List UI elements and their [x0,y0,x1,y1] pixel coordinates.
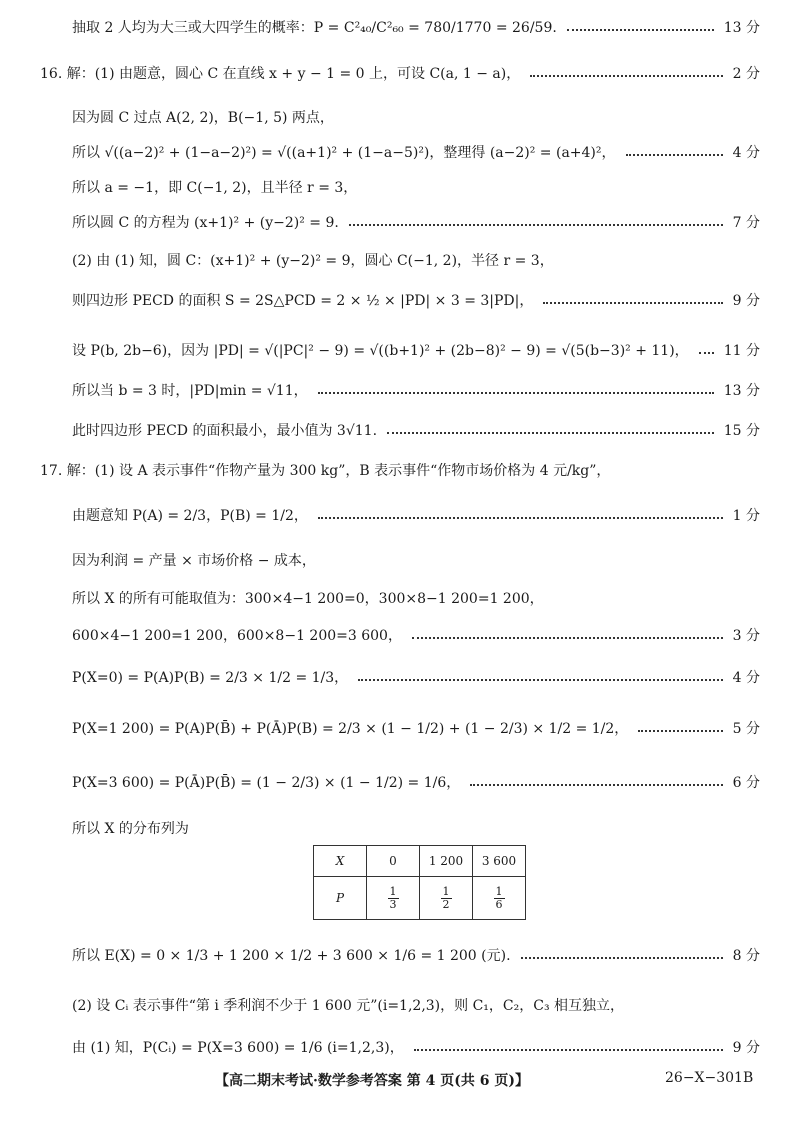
leader-dots [530,75,722,77]
answer-text: 所以 √((a−2)² + (1−a−2)²) = √((a+1)² + (1−a−5)²)，整理得 (a−2)² = (a+4)²， [72,145,616,161]
answer-line [0,63,800,83]
answer-text: 所以 E(X) = 0 × 1/3 + 1 200 × 1/2 + 3 600 × 1/6 = 1 200 (元). [72,948,511,964]
leader-dots [626,154,723,156]
answer-text: 因为利润 = 产量 × 市场价格 − 成本， [72,553,316,569]
answer-text: 600×4−1 200=1 200，600×8−1 200=3 600， [72,628,402,644]
score-points: 11 分 [723,343,760,359]
answer-text: P(X=0) = P(A)P(B) = 2/3 × 1/2 = 1/3， [72,670,349,686]
answer-text: 由题意知 P(A) = 2/3，P(B) = 1/2， [72,508,308,524]
answer-line [0,142,800,162]
leader-dots [638,730,722,732]
table-header-x: X [314,846,367,877]
answer-text: 所以 a = −1，即 C(−1, 2)，且半径 r = 3， [72,180,358,196]
answer-line [0,588,800,608]
answer-line [0,177,800,197]
footer-title: 【高二期末考试·数学参考答案 第 4 页(共 6 页)】 [215,1073,529,1089]
answer-line [0,380,800,400]
answer-line [0,290,800,310]
score-points: 5 分 [732,721,760,737]
leader-dots [318,392,714,394]
answer-text: 16. 解：(1) 由题意，圆心 C 在直线 x + y − 1 = 0 上，可设 C(a, 1 − a)， [40,66,521,82]
score-points: 15 分 [723,423,760,439]
answer-text: 由 (1) 知，P(Cᵢ) = P(X=3 600) = 1/6 (i=1,2,3)， [72,1040,404,1056]
score-points: 4 分 [732,145,760,161]
answer-text: 所以 X 的分布列为 [72,821,189,837]
score-points: 6 分 [732,775,760,791]
leader-dots [414,1049,723,1051]
answer-line [0,667,800,687]
leader-dots [358,679,722,681]
answer-text: 设 P(b, 2b−6)，因为 |PD| = √(|PC|² − 9) = √((b+1)² + (2b−8)² − 9) = √(5(b−3)² + 11)， [72,343,689,359]
leader-dots [318,517,723,519]
answer-line [0,550,800,570]
answer-line [0,772,800,792]
footer-code: 26−X−301B [665,1070,754,1086]
table-cell-2: $\frac{1}{6}$ [473,877,526,920]
leader-dots [567,29,714,31]
score-points: 9 分 [732,293,760,309]
answer-line [0,420,800,440]
answer-text: 抽取 2 人均为大三或大四学生的概率：P = C²₄₀/C²₆₀ = 780/1770 = 26/59. [72,20,557,36]
leader-dots [699,352,714,354]
answer-line [0,505,800,525]
leader-dots [412,637,723,639]
answer-line [0,995,800,1015]
table-cell-0: $\frac{1}{3}$ [367,877,420,920]
answer-text: (2) 由 (1) 知，圆 C：(x+1)² + (y−2)² = 9，圆心 C(−1, 2)，半径 r = 3， [72,253,554,269]
score-points: 4 分 [732,670,760,686]
answer-text: 则四边形 PECD 的面积 S = 2S△PCD = 2 × ½ × |PD| × 3 = 3|PD|， [72,293,534,309]
answer-text: (2) 设 Cᵢ 表示事件“第 i 季利润不少于 1 600 元”(i=1,2,3)，则 C₁，C₂，C₃ 相互独立， [72,998,625,1014]
answer-line [0,718,800,738]
answer-line [0,212,800,232]
leader-dots [521,957,723,959]
table-header-3600: 3 600 [473,846,526,877]
score-points: 1 分 [732,508,760,524]
distribution-table [313,845,526,920]
table-header-0: 0 [367,846,420,877]
answer-line [0,1037,800,1057]
answer-line [0,460,800,480]
answer-text: P(X=3 600) = P(Ā)P(B̄) = (1 − 2/3) × (1 − 1/2) = 1/6， [72,775,461,791]
answer-line [0,340,800,360]
score-points: 2 分 [732,66,760,82]
answer-line [0,625,800,645]
score-points: 7 分 [732,215,760,231]
answer-text: 所以当 b = 3 时，|PD|min = √11， [72,383,308,399]
table-cell-1: $\frac{1}{2}$ [420,877,473,920]
answer-text: P(X=1 200) = P(A)P(B̄) + P(Ā)P(B) = 2/3 × (1 − 1/2) + (1 − 2/3) × 1/2 = 1/2， [72,721,629,737]
answer-text: 此时四边形 PECD 的面积最小，最小值为 3√11. [72,423,378,439]
answer-text: 17. 解：(1) 设 A 表示事件“作物产量为 300 kg”，B 表示事件“作物市场价格为 4 元/kg”， [40,463,611,479]
leader-dots [543,302,722,304]
score-points: 8 分 [732,948,760,964]
score-points: 3 分 [732,628,760,644]
leader-dots [349,224,723,226]
answer-line [0,250,800,270]
table-row-label: P [314,877,367,920]
score-points: 9 分 [732,1040,760,1056]
answer-line [0,945,800,965]
table-header-1200: 1 200 [420,846,473,877]
answer-line [0,818,800,838]
answer-line [0,17,800,37]
leader-dots [470,784,722,786]
score-points: 13 分 [723,20,760,36]
answer-text: 所以 X 的所有可能取值为：300×4−1 200=0，300×8−1 200=1 200， [72,591,544,607]
leader-dots [387,432,714,434]
answer-line [0,107,800,127]
answer-text: 因为圆 C 过点 A(2, 2)，B(−1, 5) 两点， [72,110,334,126]
answer-text: 所以圆 C 的方程为 (x+1)² + (y−2)² = 9. [72,215,339,231]
score-points: 13 分 [723,383,760,399]
